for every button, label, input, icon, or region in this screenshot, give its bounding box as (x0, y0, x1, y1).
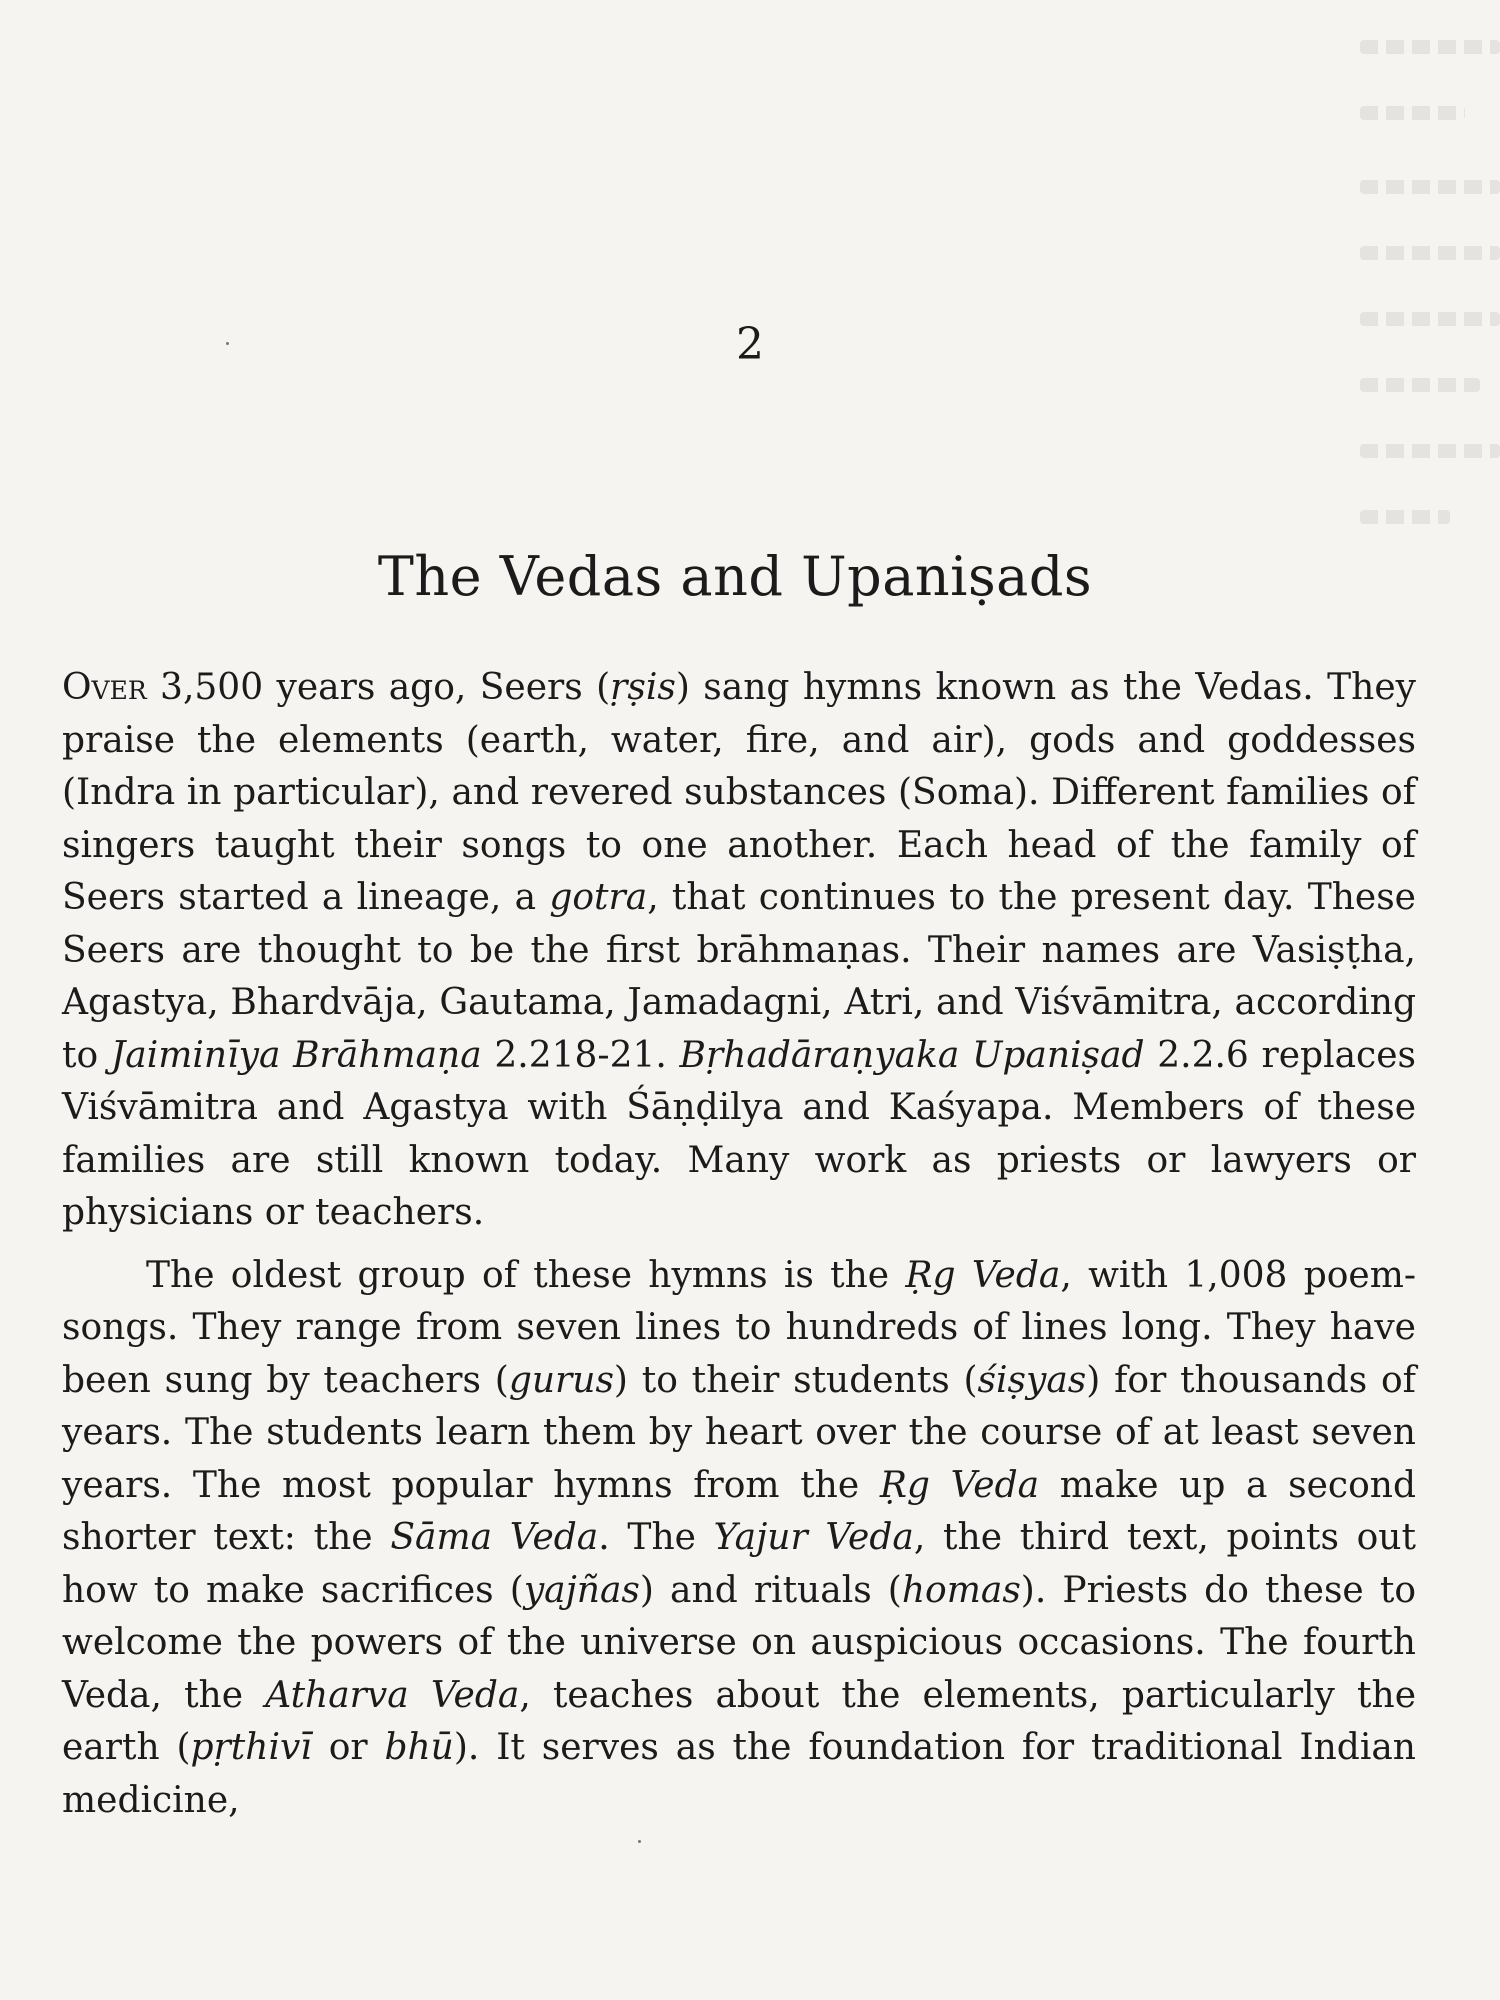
text-run: The oldest group of these hymns is the (146, 1254, 906, 1296)
text-run: ). It serves as the foundation for traditional Indian medicine, (62, 1727, 1416, 1821)
text-run: , with 1,008 poem-songs. They range from seven lines to hundreds of lines long. They have been sung by teachers ( (62, 1254, 1417, 1401)
text-run: . The (598, 1517, 714, 1558)
text-run: 2.2.6 replaces Viśvāmitra and Agastya with Śāṇḍilya and Kaśyapa. Members of these families are still known today. Many work as priests or lawyers or physicians or teachers. (62, 1034, 1416, 1233)
italic-term: Yajur Veda (713, 1517, 914, 1558)
print-speck (638, 1840, 641, 1843)
italic-term: gurus (508, 1359, 614, 1401)
text-run: ) to their students ( (613, 1359, 978, 1401)
text-run: , the third text, points out how to make sacrifices ( (62, 1517, 1416, 1611)
italic-term: bhū (384, 1727, 454, 1768)
italic-term: Ṛg Veda (879, 1464, 1040, 1506)
smallcaps-lead: Over (62, 667, 147, 708)
text-run: ). Priests do these to welcome the powers of the universe on auspicious occasions. The fourth Veda, the (62, 1569, 1416, 1716)
body-text (62, 662, 1416, 1827)
text-run: ) sang hymns known as the Vedas. They praise the elements (earth, water, fire, and air), gods and goddesses (Indra in particular), and revered substances (Soma). Different families of singers taught their songs to one another. Each head of the family of Seers started a lineage, a (62, 667, 1416, 918)
chapter-title: The Vedas and Upaniṣads (377, 545, 1093, 608)
print-speck (226, 342, 229, 345)
paragraph-1 (62, 662, 1416, 1240)
italic-term: pṛthivī (190, 1727, 312, 1768)
text-run: , teaches about the elements, particularly the earth ( (62, 1674, 1416, 1768)
italic-term: Jaiminīya Brāhmaṇa (110, 1034, 482, 1076)
bleed-through-text (1350, 40, 1500, 560)
italic-term: śiṣyas (977, 1359, 1087, 1401)
italic-term: Bṛhadāraṇyaka Upaniṣad (679, 1034, 1145, 1076)
italic-term: Atharva Veda (265, 1674, 520, 1716)
text-run: 3,500 years ago, Seers ( (146, 667, 611, 708)
chapter-number: 2 (736, 319, 764, 370)
text-run: or (311, 1727, 385, 1768)
italic-term: Ṛg Veda (905, 1254, 1061, 1296)
italic-term: homas (901, 1569, 1021, 1611)
italic-term: Sāma Veda (390, 1517, 599, 1558)
text-run: ) and rituals ( (639, 1569, 902, 1611)
italic-term: yajñas (523, 1569, 640, 1611)
text-run: make up a second shorter text: the (62, 1464, 1416, 1558)
italic-term: ṛṣis (610, 667, 676, 708)
italic-term: gotra (549, 877, 648, 918)
paragraph-2 (62, 1250, 1416, 1828)
text-run: , that continues to the present day. These Seers are thought to be the first brāhmaṇas. Their names are Vasiṣṭha, Agastya, Bhardvāja, Gautama, Jamadagni, Atri, and Viśvāmitra, according to (62, 877, 1416, 1076)
text-run: 2.218-21. (481, 1034, 680, 1076)
text-run: ) for thousands of years. The students learn them by heart over the course of at least seven years. The most popular hymns from the (62, 1359, 1416, 1506)
